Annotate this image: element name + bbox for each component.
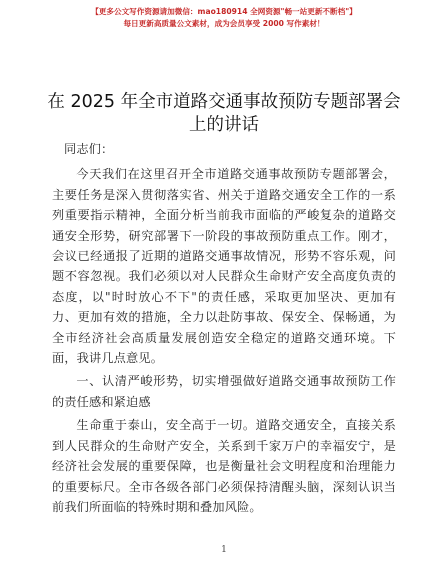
- page-number: 1: [221, 545, 227, 555]
- paragraph-intro: 今天我们在这里召开全市道路交通事故预防专题部署会，主要任务是深入贯彻落实省、州关于道路交通安全工作的一系列重要指示精神，全面分析当前我市面临的严峻复杂的道路交通安全形势，研究部署下一阶段的事故预防重点工作。刚才，会议已经通报了近期的道路交通事故情况，形势不容乐观，问题不容忽视。我们必须以对人民群众生命财产安全高度负责的态度，以"时时放心不下"的责任感，采取更加坚决、更加有力、更加有效的措施，全力以赴防事故、保安全、保畅通，为全市经济社会高质量发展创造安全稳定的道路交通环境。下面，我讲几点意见。: [52, 167, 396, 366]
- promo-banner: [0, 6, 448, 30]
- promo-banner-line-2: 每日更新高质量公文素材，成为会员享受 2000 写作素材！: [123, 19, 325, 28]
- document-body: [52, 139, 396, 517]
- section-heading-1: 一、认清严峻形势，切实增强做好道路交通事故预防工作的责任感和紧迫感: [52, 374, 396, 409]
- paragraph-section-1: 生命重于泰山，安全高于一切。道路交通安全，直接关系到人民群众的生命财产安全，关系到千家万户的幸福安宁，是经济社会发展的重要保障，也是衡量社会文明程度和治理能力的重要标尺。全市各级各部门必须保持清醒头脑，深刻认识当前我们所面临的特殊时期和叠加风险。: [52, 418, 396, 514]
- document-title: 在 2025 年全市道路交通事故预防专题部署会上的讲话: [47, 92, 401, 135]
- promo-banner-line-1: 【更多公文写作资源请加微信：mao180914 全网资源"畅一站更新不断档"】: [91, 7, 357, 16]
- salutation: 同志们：: [64, 142, 114, 156]
